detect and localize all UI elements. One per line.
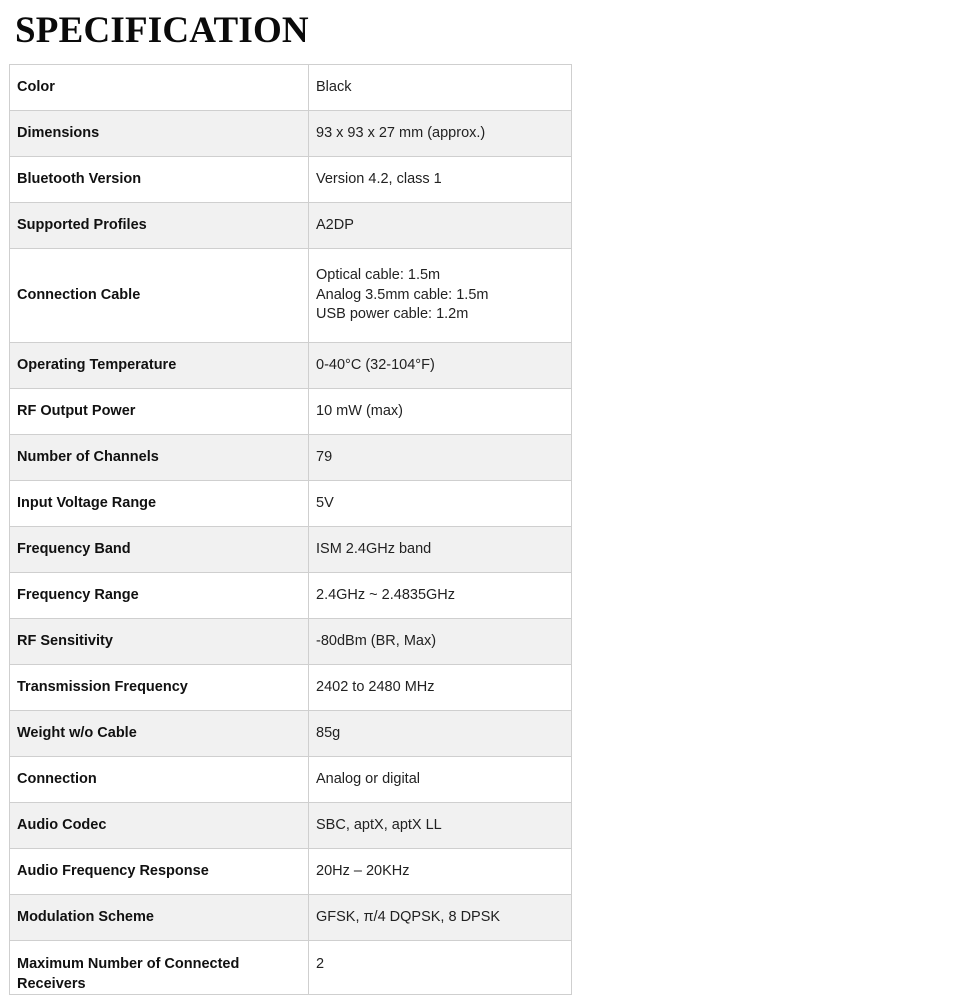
spec-label: Operating Temperature — [10, 343, 309, 389]
page-title: SPECIFICATION — [15, 10, 309, 51]
table-row — [10, 157, 572, 203]
spec-value: 2402 to 2480 MHz — [309, 665, 572, 711]
spec-label: Frequency Range — [10, 573, 309, 619]
spec-label: Input Voltage Range — [10, 481, 309, 527]
spec-value: 10 mW (max) — [309, 389, 572, 435]
spec-label: Weight w/o Cable — [10, 711, 309, 757]
table-row — [10, 249, 572, 343]
table-row — [10, 665, 572, 711]
spec-value: 79 — [309, 435, 572, 481]
spec-table — [9, 64, 572, 995]
table-row — [10, 803, 572, 849]
spec-value: 93 x 93 x 27 mm (approx.) — [309, 111, 572, 157]
table-row — [10, 619, 572, 665]
table-row — [10, 527, 572, 573]
spec-value: ISM 2.4GHz band — [309, 527, 572, 573]
spec-value: Optical cable: 1.5m Analog 3.5mm cable: 1.5m USB power cable: 1.2m — [309, 249, 572, 343]
table-row — [10, 343, 572, 389]
spec-label: Audio Codec — [10, 803, 309, 849]
table-row — [10, 203, 572, 249]
spec-value: 2 — [309, 941, 572, 995]
spec-label: Bluetooth Version — [10, 157, 309, 203]
table-row — [10, 941, 572, 995]
spec-label: Color — [10, 65, 309, 111]
spec-value: GFSK, π/4 DQPSK, 8 DPSK — [309, 895, 572, 941]
table-row — [10, 65, 572, 111]
spec-value: Analog or digital — [309, 757, 572, 803]
spec-value: 20Hz – 20KHz — [309, 849, 572, 895]
spec-label: Modulation Scheme — [10, 895, 309, 941]
table-row — [10, 389, 572, 435]
spec-label: Dimensions — [10, 111, 309, 157]
spec-label: RF Sensitivity — [10, 619, 309, 665]
spec-value: A2DP — [309, 203, 572, 249]
spec-value: Black — [309, 65, 572, 111]
spec-value: 0-40°C (32-104°F) — [309, 343, 572, 389]
spec-value: Version 4.2, class 1 — [309, 157, 572, 203]
table-row — [10, 573, 572, 619]
table-row — [10, 711, 572, 757]
spec-value: -80dBm (BR, Max) — [309, 619, 572, 665]
spec-value: 85g — [309, 711, 572, 757]
spec-label: Connection Cable — [10, 249, 309, 343]
spec-label: Maximum Number of Connected Receivers — [10, 941, 309, 995]
spec-label: Connection — [10, 757, 309, 803]
spec-label: Number of Channels — [10, 435, 309, 481]
table-row — [10, 435, 572, 481]
table-row — [10, 481, 572, 527]
spec-label: Supported Profiles — [10, 203, 309, 249]
spec-value: 5V — [309, 481, 572, 527]
spec-value: 2.4GHz ~ 2.4835GHz — [309, 573, 572, 619]
table-row — [10, 757, 572, 803]
table-row — [10, 849, 572, 895]
table-row — [10, 895, 572, 941]
spec-label: Frequency Band — [10, 527, 309, 573]
spec-value: SBC, aptX, aptX LL — [309, 803, 572, 849]
spec-label: Audio Frequency Response — [10, 849, 309, 895]
spec-label: RF Output Power — [10, 389, 309, 435]
spec-label: Transmission Frequency — [10, 665, 309, 711]
table-row — [10, 111, 572, 157]
